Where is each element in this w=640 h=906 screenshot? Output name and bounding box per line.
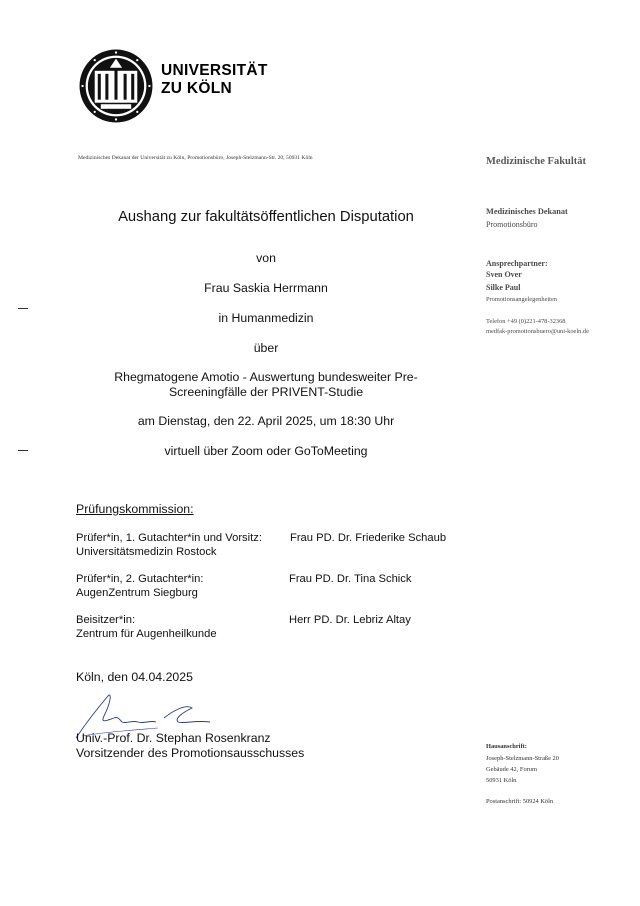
house-address-line: 50931 Köln (486, 777, 517, 784)
signer-role: Vorsitzender des Promotionsausschusses (76, 745, 305, 760)
member-name: Herr PD. Dr. Lebriz Altay (289, 614, 411, 626)
member-role: Beisitzer*in: (76, 614, 136, 626)
candidate-name: Frau Saskia Herrmann (204, 281, 328, 295)
member-name: Frau PD. Dr. Tina Schick (289, 573, 412, 585)
commission-member-role (76, 532, 262, 559)
postal-address: Postanschrift: 50924 Köln (486, 798, 554, 805)
candidate-subject: in Humanmedizin (218, 311, 314, 325)
house-address-title: Hausanschrift: (486, 743, 527, 750)
member-institution: AugenZentrum Siegburg (76, 586, 198, 599)
contact-title: Ansprechpartner: (486, 259, 548, 268)
signer-name: Univ.-Prof. Dr. Stephan Rosenkranz (76, 731, 271, 745)
faculty-name: Medizinische Fakultät (486, 156, 587, 167)
fold-mark (18, 308, 28, 309)
logo-wordmark (161, 62, 268, 98)
dekanat-title: Medizinisches Dekanat (486, 207, 568, 216)
contact-name: Sven Over (486, 270, 522, 279)
fold-mark (18, 450, 28, 451)
logo-line-1: UNIVERSITÄT (161, 62, 268, 79)
house-address-line: Joseph-Stelzmann-Straße 20 (486, 755, 559, 762)
contact-email[interactable]: medfak-promotionsbuero@uni-koeln.de (486, 328, 589, 335)
member-name: Frau PD. Dr. Friederike Schaub (290, 532, 447, 544)
house-address-line: Gebäude 42, Forum (486, 766, 537, 773)
signer-block (76, 731, 304, 760)
commission-member-role (76, 573, 203, 600)
member-role: Prüfer*in, 2. Gutachter*in: (76, 573, 204, 585)
contact-name: Silke Paul (486, 283, 521, 292)
member-role: Prüfer*in, 1. Gutachter*in und Vorsitz: (76, 532, 262, 544)
notice-title: Aushang zur fakultätsöffentlichen Disputation (118, 209, 414, 225)
disputation-location: virtuell über Zoom oder GoToMeeting (164, 444, 368, 458)
thesis-title (76, 370, 456, 400)
thesis-title-line: Screeningfälle der PRIVENT-Studie (168, 385, 364, 399)
disputation-datetime: am Dienstag, den 22. April 2025, um 18:30 Uhr (137, 414, 395, 428)
sender-address-line: Medizinisches Dekanat der Universität zu Köln, Promotionsbüro, Joseph-Stelzmann-Str. 20, 50931 Köln (78, 155, 313, 161)
contact-phone: Telefon +49 (0)221-478-32368 (486, 318, 566, 325)
commission-title: Prüfungskommission: (76, 502, 194, 516)
contact-area: Promotionsangelegenheiten (486, 296, 557, 303)
logo-line-2: ZU KÖLN (161, 80, 232, 97)
notice-ueber: über (253, 341, 279, 355)
university-seal-logo (78, 48, 154, 124)
thesis-title-line: Rhegmatogene Amotio - Auswertung bundesweiter Pre- (114, 370, 418, 384)
member-institution: Zentrum für Augenheilkunde (76, 627, 217, 640)
notice-von: von (256, 251, 276, 265)
member-institution: Universitätsmedizin Rostock (76, 545, 217, 558)
place-date: Köln, den 04.04.2025 (76, 670, 193, 684)
dekanat-subtitle: Promotionsbüro (486, 220, 538, 229)
commission-member-role (76, 614, 217, 641)
